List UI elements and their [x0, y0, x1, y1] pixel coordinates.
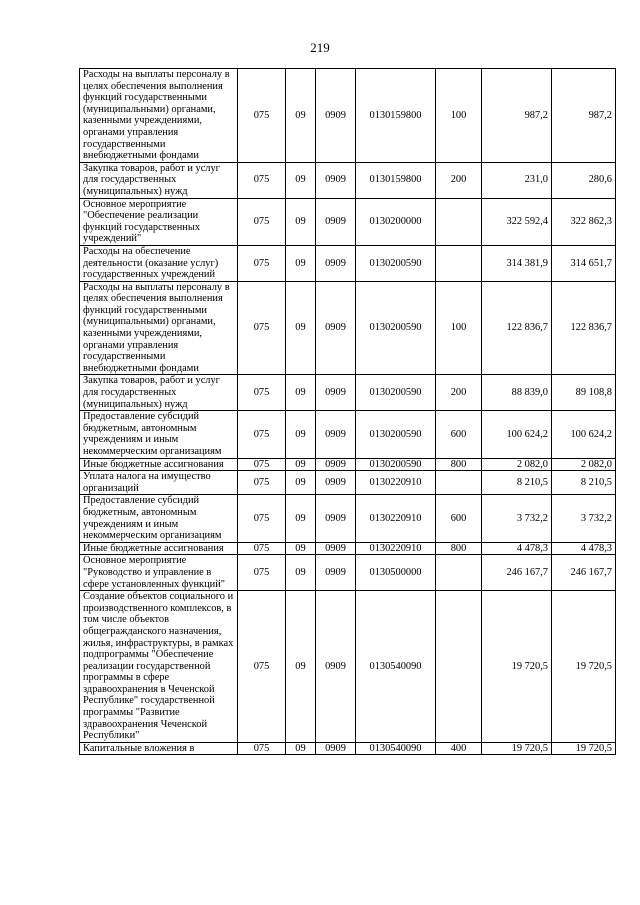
expense-type-cell: 100 — [436, 69, 482, 163]
ministry-code-cell: 075 — [238, 458, 286, 471]
target-article-cell: 0130200590 — [356, 375, 436, 411]
table-row — [80, 245, 616, 281]
expense-type-cell: 600 — [436, 495, 482, 542]
section-code-cell: 09 — [286, 411, 316, 458]
amount-year2-cell: 3 732,2 — [552, 495, 616, 542]
subsection-code-cell: 0909 — [316, 495, 356, 542]
target-article-cell: 0130220910 — [356, 542, 436, 555]
amount-year2-cell: 100 624,2 — [552, 411, 616, 458]
table-row — [80, 162, 616, 198]
table-row — [80, 495, 616, 542]
table-row — [80, 458, 616, 471]
amount-year1-cell: 246 167,7 — [482, 555, 552, 591]
target-article-cell: 0130200590 — [356, 458, 436, 471]
section-code-cell: 09 — [286, 471, 316, 495]
expense-type-cell: 600 — [436, 411, 482, 458]
target-article-cell: 0130200590 — [356, 281, 436, 375]
section-code-cell: 09 — [286, 591, 316, 743]
section-code-cell: 09 — [286, 495, 316, 542]
amount-year2-cell: 2 082,0 — [552, 458, 616, 471]
ministry-code-cell: 075 — [238, 162, 286, 198]
table-row — [80, 542, 616, 555]
ministry-code-cell: 075 — [238, 198, 286, 245]
ministry-code-cell: 075 — [238, 555, 286, 591]
ministry-code-cell: 075 — [238, 375, 286, 411]
section-code-cell: 09 — [286, 742, 316, 755]
section-code-cell: 09 — [286, 198, 316, 245]
amount-year2-cell: 246 167,7 — [552, 555, 616, 591]
row-name-cell: Предоставление субсидий бюджетным, автономным учреждениям и иным некоммерческим организациям — [80, 495, 238, 542]
subsection-code-cell: 0909 — [316, 162, 356, 198]
amount-year1-cell: 8 210,5 — [482, 471, 552, 495]
table-row — [80, 742, 616, 755]
amount-year1-cell: 231,0 — [482, 162, 552, 198]
row-name-cell: Расходы на выплаты персоналу в целях обеспечения выполнения функций государственными (муниципальными) органами, казенными учреждениями, органами управления государственными внебюджетными фондами — [80, 69, 238, 163]
amount-year1-cell: 987,2 — [482, 69, 552, 163]
target-article-cell: 0130220910 — [356, 495, 436, 542]
expense-type-cell — [436, 245, 482, 281]
target-article-cell: 0130159800 — [356, 69, 436, 163]
target-article-cell: 0130540090 — [356, 591, 436, 743]
subsection-code-cell: 0909 — [316, 471, 356, 495]
subsection-code-cell: 0909 — [316, 245, 356, 281]
amount-year1-cell: 322 592,4 — [482, 198, 552, 245]
target-article-cell: 0130159800 — [356, 162, 436, 198]
amount-year2-cell: 19 720,5 — [552, 591, 616, 743]
table-row — [80, 411, 616, 458]
amount-year1-cell: 4 478,3 — [482, 542, 552, 555]
table-row — [80, 555, 616, 591]
amount-year2-cell: 322 862,3 — [552, 198, 616, 245]
subsection-code-cell: 0909 — [316, 555, 356, 591]
ministry-code-cell: 075 — [238, 471, 286, 495]
subsection-code-cell: 0909 — [316, 198, 356, 245]
expense-type-cell — [436, 198, 482, 245]
budget-table — [79, 68, 616, 755]
table-body — [80, 69, 616, 755]
table-row — [80, 591, 616, 743]
amount-year1-cell: 314 381,9 — [482, 245, 552, 281]
expense-type-cell: 800 — [436, 542, 482, 555]
expense-type-cell: 800 — [436, 458, 482, 471]
expense-type-cell: 100 — [436, 281, 482, 375]
section-code-cell: 09 — [286, 555, 316, 591]
expense-type-cell — [436, 471, 482, 495]
amount-year2-cell: 314 651,7 — [552, 245, 616, 281]
amount-year1-cell: 2 082,0 — [482, 458, 552, 471]
subsection-code-cell: 0909 — [316, 281, 356, 375]
section-code-cell: 09 — [286, 281, 316, 375]
amount-year2-cell: 987,2 — [552, 69, 616, 163]
row-name-cell: Иные бюджетные ассигнования — [80, 542, 238, 555]
amount-year1-cell: 100 624,2 — [482, 411, 552, 458]
target-article-cell: 0130200590 — [356, 245, 436, 281]
amount-year1-cell: 19 720,5 — [482, 742, 552, 755]
section-code-cell: 09 — [286, 245, 316, 281]
row-name-cell: Основное мероприятие "Обеспечение реализации функций государственных учреждений" — [80, 198, 238, 245]
ministry-code-cell: 075 — [238, 411, 286, 458]
expense-type-cell: 200 — [436, 162, 482, 198]
target-article-cell: 0130540090 — [356, 742, 436, 755]
ministry-code-cell: 075 — [238, 742, 286, 755]
amount-year1-cell: 3 732,2 — [482, 495, 552, 542]
amount-year1-cell: 88 839,0 — [482, 375, 552, 411]
subsection-code-cell: 0909 — [316, 411, 356, 458]
subsection-code-cell: 0909 — [316, 458, 356, 471]
table-row — [80, 281, 616, 375]
subsection-code-cell: 0909 — [316, 742, 356, 755]
amount-year2-cell: 122 836,7 — [552, 281, 616, 375]
subsection-code-cell: 0909 — [316, 591, 356, 743]
amount-year2-cell: 89 108,8 — [552, 375, 616, 411]
row-name-cell: Капитальные вложения в — [80, 742, 238, 755]
amount-year2-cell: 4 478,3 — [552, 542, 616, 555]
section-code-cell: 09 — [286, 375, 316, 411]
row-name-cell: Расходы на обеспечение деятельности (оказание услуг) государственных учреждений — [80, 245, 238, 281]
ministry-code-cell: 075 — [238, 245, 286, 281]
subsection-code-cell: 0909 — [316, 69, 356, 163]
table-row — [80, 198, 616, 245]
row-name-cell: Основное мероприятие "Руководство и управление в сфере установленных функций" — [80, 555, 238, 591]
ministry-code-cell: 075 — [238, 69, 286, 163]
expense-type-cell — [436, 555, 482, 591]
ministry-code-cell: 075 — [238, 495, 286, 542]
amount-year2-cell: 8 210,5 — [552, 471, 616, 495]
row-name-cell: Иные бюджетные ассигнования — [80, 458, 238, 471]
amount-year1-cell: 19 720,5 — [482, 591, 552, 743]
row-name-cell: Создание объектов социального и производственного комплексов, в том числе объектов общегражданского назначения, жилья, инфраструктуры, в рамках подпрограммы "Обеспечение реализации государственной программы в сфере здравоохранения в Чеченской Республике" государственной программы "Развитие здравоохранения Чеченской Республики" — [80, 591, 238, 743]
row-name-cell: Расходы на выплаты персоналу в целях обеспечения выполнения функций государственными (муниципальными) органами, казенными учреждениями, органами управления государственными внебюджетными фондами — [80, 281, 238, 375]
amount-year2-cell: 19 720,5 — [552, 742, 616, 755]
expense-type-cell — [436, 591, 482, 743]
ministry-code-cell: 075 — [238, 591, 286, 743]
expense-type-cell: 400 — [436, 742, 482, 755]
target-article-cell: 0130220910 — [356, 471, 436, 495]
section-code-cell: 09 — [286, 69, 316, 163]
row-name-cell: Предоставление субсидий бюджетным, автономным учреждениям и иным некоммерческим организациям — [80, 411, 238, 458]
ministry-code-cell: 075 — [238, 281, 286, 375]
section-code-cell: 09 — [286, 162, 316, 198]
subsection-code-cell: 0909 — [316, 542, 356, 555]
target-article-cell: 0130200590 — [356, 411, 436, 458]
table-row — [80, 471, 616, 495]
row-name-cell: Закупка товаров, работ и услуг для государственных (муниципальных) нужд — [80, 375, 238, 411]
section-code-cell: 09 — [286, 458, 316, 471]
row-name-cell: Уплата налога на имущество организаций — [80, 471, 238, 495]
ministry-code-cell: 075 — [238, 542, 286, 555]
table-row — [80, 375, 616, 411]
amount-year2-cell: 280,6 — [552, 162, 616, 198]
expense-type-cell: 200 — [436, 375, 482, 411]
page-number: 219 — [310, 40, 330, 55]
target-article-cell: 0130500000 — [356, 555, 436, 591]
subsection-code-cell: 0909 — [316, 375, 356, 411]
table-row — [80, 69, 616, 163]
row-name-cell: Закупка товаров, работ и услуг для государственных (муниципальных) нужд — [80, 162, 238, 198]
amount-year1-cell: 122 836,7 — [482, 281, 552, 375]
target-article-cell: 0130200000 — [356, 198, 436, 245]
section-code-cell: 09 — [286, 542, 316, 555]
